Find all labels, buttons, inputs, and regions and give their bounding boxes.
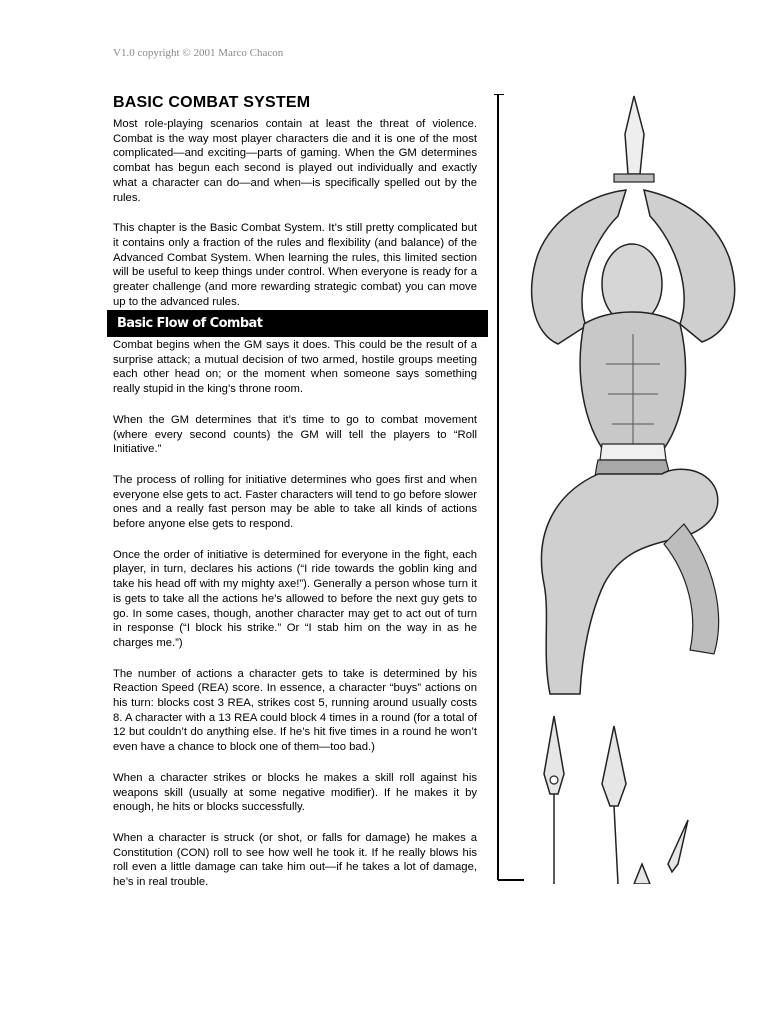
section-title: BASIC COMBAT SYSTEM: [113, 94, 311, 111]
body-paragraph-2: When the GM determines that it’s time to go to combat movement (where every second counts) the GM will tell the players to “Roll Initiative.”: [113, 413, 477, 456]
body-paragraph-5: The number of actions a character gets to take is determined by his Reaction Speed (REA) score. In essence, a character “buys” actions on his turn: blocks cost 3 REA, strikes cost 5, running around usually costs 8. A character with a 13 REA could block 4 times in a round (for a total of 12 but couldn’t do anything else. If he’s hit five times in a round he won’t even have a chance to block one of them—too bad.): [113, 667, 477, 754]
body-paragraph-3: The process of rolling for initiative determines who goes first and when everyone else gets to act. Faster characters will tend to go before slower ones and a really fast person may be able to take all kinds of actions before anyone else gets to respond.: [113, 473, 477, 531]
body-column: [113, 338, 477, 906]
copyright-notice: V1.0 copyright © 2001 Marco Chacon: [113, 47, 284, 59]
body-paragraph-4: Once the order of initiative is determined for everyone in the fight, each player, in turn, declares his actions (“I ride towards the goblin king and take his head off with my mighty axe!”). Generally a person whose turn it is gets to take all the actions he’s allowed to before the next guy gets to go. In some cases, though, another character may get to act out of turn in response (“I block his strike.” Or “I stab him on the way in as he charges me.”): [113, 548, 477, 649]
intro-column: [113, 94, 477, 325]
body-paragraph-1: Combat begins when the GM says it does. This could be the result of a surprise attack; a mutual decision of two armed, hostile groups meeting each other head on; or the moment when someone says something really stupid in the king’s throne room.: [113, 339, 477, 396]
warrior-illustration: [494, 94, 768, 884]
spears: [544, 716, 688, 884]
dagger-guard: [614, 174, 654, 182]
dagger-blade: [625, 96, 644, 174]
subsection-banner: Basic Flow of Combat: [107, 310, 488, 337]
body-paragraph-6: When a character strikes or blocks he makes a skill roll against his weapons skill (usually at some negative modifier). If he makes it by enough, he hits or blocks successfully.: [113, 771, 477, 814]
warrior-belt: [600, 444, 666, 460]
intro-paragraph-2: This chapter is the Basic Combat System. It’s still pretty complicated but it contains only a fraction of the rules and flexibility (and balance) of the Advanced Combat System. When learning the rules, this limited section will be useful to keep things under control. When everyone is ready for a greater challenge (and more rewarding strategic combat) you can move up to the advanced rules.: [113, 222, 477, 308]
intro-paragraph-1: Most role-playing scenarios contain at least the threat of violence. Combat is the way most player characters die and it is one of the most complicated—and exciting—parts of gaming. When the GM determines combat has begun each second is played out individually and exactly what a character can do—and when—is specifically spelled out by the rules.: [113, 118, 477, 204]
body-paragraph-7: When a character is struck (or shot, or falls for damage) he makes a Constitution (CON) roll to see how well he took it. If he really blows his roll even a little damage can take him out—if he takes a lot of damage, he’s in real trouble.: [113, 831, 477, 889]
illustration-frame: [494, 94, 524, 880]
